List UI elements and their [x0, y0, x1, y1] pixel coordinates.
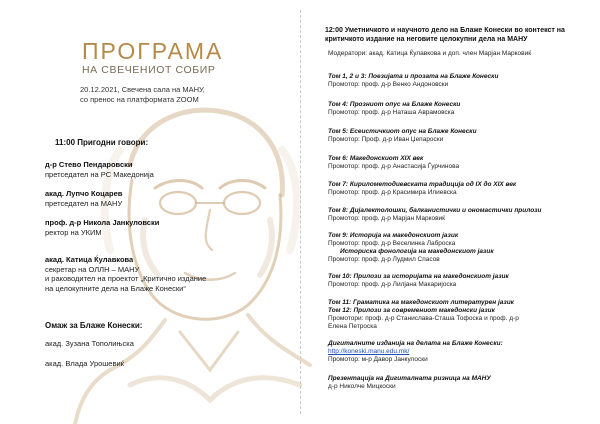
speaker-role: претседател на МАНУ — [45, 198, 123, 208]
item-title: Том 1, 2 и 3: Поезијата и прозата на Блаже Конески — [328, 73, 499, 80]
homage-item — [45, 359, 295, 369]
item-promoter: Елена Петроска — [328, 323, 377, 330]
speaker-name: проф. д-р Никола Јанкуловски — [45, 218, 160, 227]
speaker-role: и раководител на проектот „Критично издание — [45, 274, 207, 283]
item-promoter: Промотор: Проф. д-р Иван Џепароски — [328, 136, 444, 143]
item-title: Том 8: Дијалектолошки, балканистички и ономастички прилози — [328, 207, 542, 214]
program-item — [328, 207, 596, 223]
item-promoter: Промотор: проф. д-р Наташа Аврамовска — [328, 109, 455, 116]
item-title: Том 5: Есеистичкиот опус на Блаже Конески — [328, 128, 477, 135]
item-title: Том 4: Прозниот опус на Блаже Конески — [328, 101, 461, 108]
item-title: Том 6: Македонскиот XIX век — [328, 155, 424, 162]
program-item — [328, 155, 596, 171]
item-promoter: Промотор: проф. д-р Красимира Илиевска — [328, 189, 457, 196]
program-item — [328, 128, 596, 144]
item-promoter: Промотор: проф. д-р Лилјана Макаријоска — [328, 281, 457, 288]
item-title: Том 12: Прилози за современиот македонски јазик — [328, 307, 495, 314]
speaker-role: ректор на УКИМ — [45, 227, 102, 237]
speaker-item — [45, 255, 295, 293]
item-title: Том 11: Граматика на македонскиот литературен јазик — [328, 299, 514, 306]
item-title: Том 7: Кирилометодиевската традиција од IX до XIX век — [328, 181, 517, 188]
speaker-item — [45, 189, 295, 208]
session-heading: 12:00 Уметничкото и научното дело на Блаже Конески во контекст на критичкото издание на неговите целокупни дела на МАНУ — [325, 27, 565, 43]
speaker-item — [45, 160, 295, 179]
speaker-role: на целокупните дела на Блаже Конески“ — [45, 283, 186, 293]
homage-name: акад. Зузана Тополињска — [45, 339, 134, 348]
item-promoter: Промотори: проф. д-р Станислава-Сташа Тофоска и проф. д-р — [328, 315, 519, 322]
item-promoter: д-р Николче Мицкоски — [328, 383, 396, 390]
program-item — [328, 340, 596, 364]
program-subtitle: НА СВЕЧЕНИОТ СОБИР — [82, 64, 216, 76]
item-promoter: Промотор: проф. д-р Венко Андоновски — [328, 81, 449, 88]
homage-heading: Омаж за Блаже Конески: — [45, 321, 143, 330]
item-promoter: Промотор: проф. д-р Марјан Марковиќ — [328, 215, 446, 222]
program-item — [328, 299, 596, 331]
item-promoter: Промотор: проф. д-р Веселинка Лаброска — [328, 240, 456, 247]
item-promoter: Промотор: проф. д-р Лудмил Спасов — [328, 256, 440, 263]
item-promoter: Промотор: м-р Давор Јанкулоски — [328, 356, 428, 363]
item-promoter: Промотор: проф. д-р Анастасија Ѓурчинова — [328, 163, 460, 170]
right-panel — [300, 0, 600, 424]
program-item — [328, 232, 596, 264]
program-item — [328, 375, 596, 391]
item-title: Презентација на Дигиталната ризница на МАНУ — [328, 375, 491, 382]
item-title: Историска фонологија на македонскиот јазик — [340, 248, 494, 255]
speaker-name: акад. Лупчо Коцарев — [45, 189, 123, 198]
homage-item — [45, 339, 295, 349]
event-date-venue: 20.12.2021, Свечена сала на МАНУ, — [80, 85, 205, 94]
program-title: ПРОГРАМА — [82, 38, 224, 64]
item-title: Дигиталните изданија на делата на Блаже Конески: — [328, 340, 503, 347]
session-moderators: Модератори: акад. Катица Ќулавкова и доп. член Марјан Марковиќ — [328, 50, 532, 57]
item-title: Том 10: Прилози за историјата на македонскиот јазик — [328, 273, 509, 280]
speaker-role: претседател на РС Македонија — [45, 169, 154, 179]
homage-name: акад. Влада Урошевиќ — [45, 359, 124, 368]
item-title: Том 9: Историја на македонскиот јазик — [328, 232, 459, 239]
speaker-item — [45, 218, 295, 237]
program-item — [328, 181, 596, 197]
greetings-heading: 11:00 Пригодни говори: — [55, 138, 149, 147]
event-broadcast-note: со пренос на платформата ZOOM — [80, 95, 199, 104]
speaker-name: акад. Катица Ќулавкова — [45, 255, 134, 264]
speaker-name: д-р Стево Пендаровски — [45, 160, 133, 169]
speaker-role: секретар на ОЛЛН – МАНУ — [45, 264, 140, 274]
program-item — [328, 73, 596, 89]
digital-editions-link[interactable]: http://koneski.manu.edu.mk/ — [328, 348, 410, 355]
program-item — [328, 273, 596, 289]
program-item — [328, 101, 596, 117]
